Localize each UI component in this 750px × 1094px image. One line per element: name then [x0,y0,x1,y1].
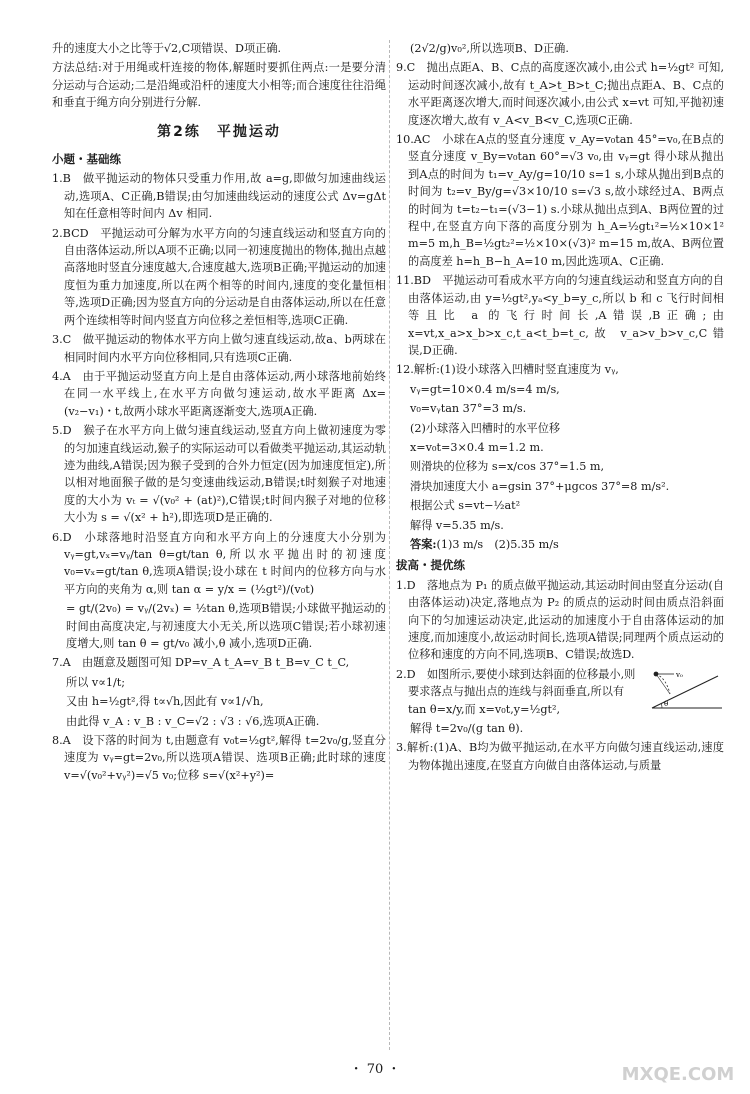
answer-7-line1: 7.A 由题意及题图可知 DP=v_A t_A=v_B t_B=v_C t_C, [52,656,350,670]
section-title: 第2练 平抛运动 [157,123,281,140]
watermark-logo [614,1054,742,1090]
paragraph-continuation: 升的速度大小之比等于√2,C项错误、D项正确. [52,42,282,55]
svg-text:MXQE.COM: MXQE.COM [621,1064,735,1085]
answer-7-line3: 又由 h=½gt²,得 t∝√h,因此有 v∝1/√h, [66,695,264,709]
answer-label: 答案: [410,536,437,551]
answer-12-line4: (2)小球落入凹槽时的水平位移 [410,421,561,435]
subsection-advanced: 拔高・提优练 [396,558,465,573]
answer-12-line2: vᵧ=gt=10×0.4 m/s=4 m/s, [410,382,560,396]
answer-3: 3.C 做平抛运动的物体水平方向上做匀速直线运动,故a、b两球在相同时间内水平方向位移相同,只有选项C正确. [52,333,386,364]
answer-12-line9: 解得 v=5.35 m/s. [410,518,504,532]
right-column [396,40,724,776]
advanced-answer-3: 3.解析:(1)A、B均为做平抛运动,在水平方向做匀速直线运动,速度为物体抛出速度,在竖直方向做自由落体运动,与质量 [396,741,724,772]
advanced-answer-2 [396,666,724,718]
answer-6-part2: = gt/(2v₀) = vᵧ/(2vₓ) = ½tan θ,选项B错误;小球做平抛运动的时间由高度决定,与初速度大小无关,所以选项C错误;若小球初速度增大,则 tan θ = gt/v₀ 减小,θ 减小,选项D正确. [66,602,386,650]
answer-5: 5.D 猴子在水平方向上做匀速直线运动,竖直方向上做初速度为零的匀加速直线运动,猴子的实际运动可以看做类平抛运动,其运动轨迹为曲线,A错误;因为猴子受到的合外力恒定(因为加速度恒定),所以相对地面猴子做的是匀变速曲线运动,B错误;t时刻猴子对地速度的大小为 vₜ = √(v₀² + (at)²),C错误;t时间内猴子对地的位移大小为 s = √(x² + h²),即选项D是正确的. [52,424,386,525]
answer-8: 8.A 设下落的时间为 t,由题意有 v₀t=½gt²,解得 t=2v₀/g,竖直分速度为 vᵧ=gt=2v₀,所以选项A错误、选项B正确;此时球的速度 v=√(v₀²+vᵧ²)=√5 v₀;位移 s=√(x²+y²)= [52,734,386,782]
incline-projectile-figure [648,668,724,712]
answer-10: 10.AC 小球在A点的竖直分速度 v_Ay=v₀tan 45°=v₀,在B点的竖直分速度 v_By=v₀tan 60°=√3 v₀,由 vᵧ=gt 得小球从抛出到A点的时间为 t₁=v_Ay/g=10/10 s=1 s,小球从抛出到B点的时间为 t₂=v_By/g=√3×10/10 s=√3 s,故小球经过A、B两点的时间为 t=t₂−t₁=(√3−1) s.小球从抛出点到A、B两位置的过程中,在竖直方向下落的高度分别为 h_A=½gt₁²=½×10×1² m=5 m,h_B=½gt₂²=½×10×(√3)² m=15 m,故A、B两位置的高度差 h=h_B−h_A=10 m,因此选项A、C正确. [396,133,724,268]
svg-text:v₀: v₀ [676,670,683,679]
answer-2: 2.BCD 平抛运动可分解为水平方向的匀速直线运动和竖直方向的自由落体运动,所以A项不正确;以同一初速度抛出的物体,抛出点越高落地时竖直分速度越大,合速度越大,选项B正确;平抛运动的加速度恒为重力加速度,所以在两个相等的时间内,速度的变化量恒相等,选项D正确;因为竖直方向的分运动是自由落体运动,所以在任意两个连续相等时间内竖直方向位移之差恒相等,选项C正确. [52,226,386,327]
answer-4: 4.A 由于平抛运动竖直方向上是自由落体运动,两小球落地前始终在同一水平线上,在水平方向做匀速运动,故水平距离 Δx=(v₂−v₁)・t,故两小球水平距离逐渐变大,选项A正确. [52,369,386,418]
page-number: ・ 70 ・ [349,1062,401,1077]
method-summary: 方法总结:对于用绳或杆连接的物体,解题时要抓住两点:一是要分清分运动与合运动;二是沿绳或沿杆的速度大小相等;而合速度往往沿绳和垂直于绳方向分别进行分解. [52,61,386,110]
advanced-answer-2-text: 2.D 如图所示,要使小球到达斜面的位移最小,则要求落点与抛出点的连线与斜面垂直,所以有 tan θ=x/y,而 x=v₀t,y=½gt², [396,667,636,716]
answer-8-continuation: (2√2/g)v₀²,所以选项B、D正确. [410,42,569,55]
answer-6-part1: 6.D 小球落地时沿竖直方向和水平方向上的分速度大小分别为 vᵧ=gt,vₓ=vᵧ/tan θ=gt/tan θ,所以水平抛出时的初速度 v₀=vₓ=gt/tan θ,选项A错误;设小球在 t 时间内的位移方向与水平方向的夹角为 α,则 tan α = y/x = (½gt²)/(v₀t) [52,530,386,596]
answer-12-line1: 12.解析:(1)设小球落入凹槽时竖直速度为 vᵧ, [396,363,619,377]
svg-text:θ: θ [664,699,669,708]
answer-12-line3: v₀=vᵧtan 37°=3 m/s. [410,402,527,416]
answer-11: 11.BD 平抛运动可看成水平方向的匀速直线运动和竖直方向的自由落体运动,由 y=½gt²,yₐ<y_b=y_c,所以 b 和 c 飞行时间相等且比 a 的飞行时间长,A错误,B正确;由 x=vt,x_a>x_b>x_c,t_a<t_b=t_c,故 v_a>v_b>v_c,C错误,D正确. [396,274,724,357]
answer-12-line5: x=v₀t=3×0.4 m=1.2 m. [410,440,544,454]
advanced-answer-1: 1.D 落地点为 P₁ 的质点做平抛运动,其运动时间由竖直分运动(自由落体运动)决定,落地点为 P₂ 的质点的运动时间由质点沿斜面向下的匀加速运动决定,此运动的加速度小于自由落体运动的加速度,而加速度小,故运动时间长,选项A错误;同理两个质点运动的位移和速度的方向不同,选项B、C错误;故选D. [396,578,724,662]
answer-value: (1)3 m/s (2)5.35 m/s [436,537,559,551]
left-column [52,40,386,786]
answer-1: 1.B 做平抛运动的物体只受重力作用,故 a=g,即做匀加速曲线运动,选项A、C正确,B错误;由匀加速曲线运动的速度公式 Δv=gΔt 知在任意相等时间内 Δv 相同. [52,172,386,221]
answer-12-line6: 则滑块的位移为 s=x/cos 37°=1.5 m, [410,460,605,474]
subsection-basic: 小题・基础练 [52,152,121,167]
answer-7-line4: 由此得 v_A : v_B : v_C=√2 : √3 : √6,选项A正确. [66,714,320,728]
answer-9: 9.C 抛出点距A、B、C点的高度逐次减小,由公式 h=½gt² 可知,运动时间逐次减小,故有 t_A>t_B>t_C;抛出点距A、B、C点的水平距离逐次增大,而时间逐次减小,由公式 x=vt 可知,平抛初速度逐次增大,故有 v_A<v_B<v_C,选项C正确. [396,61,724,127]
answer-12-line7: 滑块加速度大小 a=gsin 37°+μgcos 37°=8 m/s². [410,479,670,493]
answer-12-line8: 根据公式 s=vt−½at² [410,499,521,513]
answer-7-line2: 所以 v∝1/t; [66,675,125,689]
column-divider [389,40,390,1050]
advanced-answer-2-result: 解得 t=2v₀/(g tan θ). [410,722,524,736]
answer-12-final [396,536,724,553]
